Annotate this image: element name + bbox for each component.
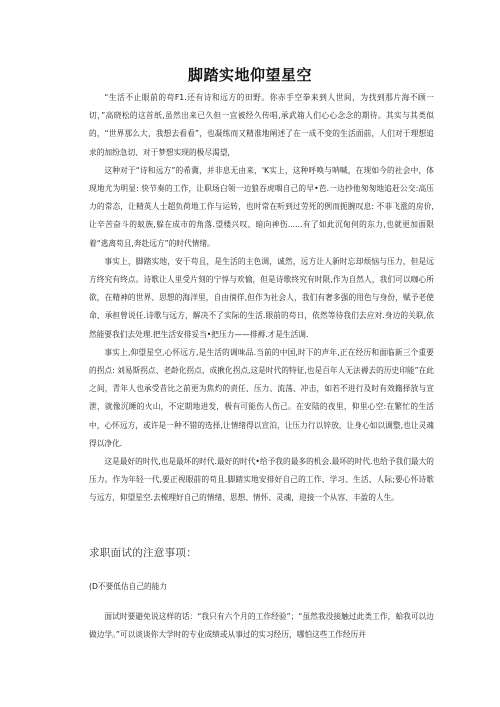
essay-body: [89, 89, 434, 508]
tips-body: [89, 578, 434, 645]
section-heading: 求职面试的注意事项：: [89, 547, 197, 559]
essay-paragraph-3: 事实上，脚踏实地，安于苟且，是生活的主色调，诚然，远方让人新时忘却烦恼与压力，但是远方终究有终点。诗歌让人里受片刻的宁惇与欢愉，但是诗歌终究有时限,作为自然人，我们可以咖心所欲，在精神的世界、思想的海洋里，自由徜徉,但作为社会人，我们有奢多强的用色与身份，赋予老使命、承担曾说任.诗歌与远方，解决不了实际的生活.眼前的苟日，依然等待我们去应对.身边的关联,依然能要我们去处理.把生活安排妥当•把压力——排褥.才是生活调.: [89, 256, 434, 339]
essay-paragraph-5: 这是最好的时代,也是最坏的时代.最好的时代•给予我的最多的机会.最坏的时代.也给予我们最大的压力。作为年轻一代,要正视眼前的苟且.脚踏实地安排好自己的工作、学习、生活、人际;要心怀诗歌与远方，仰望星空.去梳理好自己的情绪、思想、情怀、灵魂，迎接一个从容、丰盈的人生。: [89, 457, 434, 503]
essay-paragraph-4: 事实上,仰望星空,心怀远方,是生活的调味品.当前的中国,时下的声年,正在经历和面临新三个重要的拐点: 刘易斯拐点、老龄化拐点、成揪化拐点,这是时代的特征,也是百年人无法褥去的历史印能”在此之间，青年人也承受昔比之前更为焦灼的责任、压力、流荡、冲击，如若不进行及时有效籍择放与宣泄，就像沉睡的火山，不定期地进发，极有可能伤人伤己。在安陆的夜里，仰里心空:在繁忙的生活中，心怀远方，或许是一种不错的选择,让情绪得以宣泊，让压力行以锌放，让身心如以调整,也让灵魂得以净化.: [89, 347, 434, 448]
tip-point-heading: (D不要低估自己的能力: [89, 582, 168, 591]
tip-paragraph: 面试时要避免说这样的话：“我只有六个月的工作经验”；“虽然我没接触过此类工作，蛤我可以边做边学。”可以谈谈你大学时的专业成绩或从事过的实习经历，哪怕这些工作经历并: [89, 612, 434, 640]
essay-paragraph-1: “生活不止眼前的苟F1.还有诗和远方的田野。你赤手空拳来到人世间，为找到那片海不顾一切，”高晓松的这首纸,虽然出来已久但一宜被经久传唱,承武箱人们心心念念的期待。其实与其类似的，“世界那么大，我想去看看”，也凝练而又精准地阐述了在一成不变的生活面前，人们对于理想追求的加纷急切、对于梦想实现的极尽渴望，: [89, 93, 434, 157]
document-title: 脚踏实地仰望星空: [187, 66, 312, 84]
essay-paragraph-2: 这种对于“诗和远方”的希冀，并非息无由来，'K实上，这种呼唤与呐喊，在现如今的社会中，体现地尤为明显: 快节奏的工作，让职场白领一边狼吞虎咽自己的早•芭.一边抄他匆匆地追赶公交:高压力的常态，让精英人士超负荷地工作与运转，也时常在听到过劳死的例而扼腕叹息: 不菲飞涨的房价,让辛苦奋斗的蚁族,躲在成市的角落.望楼兴叹、暗向神伤......有了如此沉甸何的东力,也就更加面限着“逃离苟且,奔赴远方”的时代情绪。: [89, 165, 434, 248]
